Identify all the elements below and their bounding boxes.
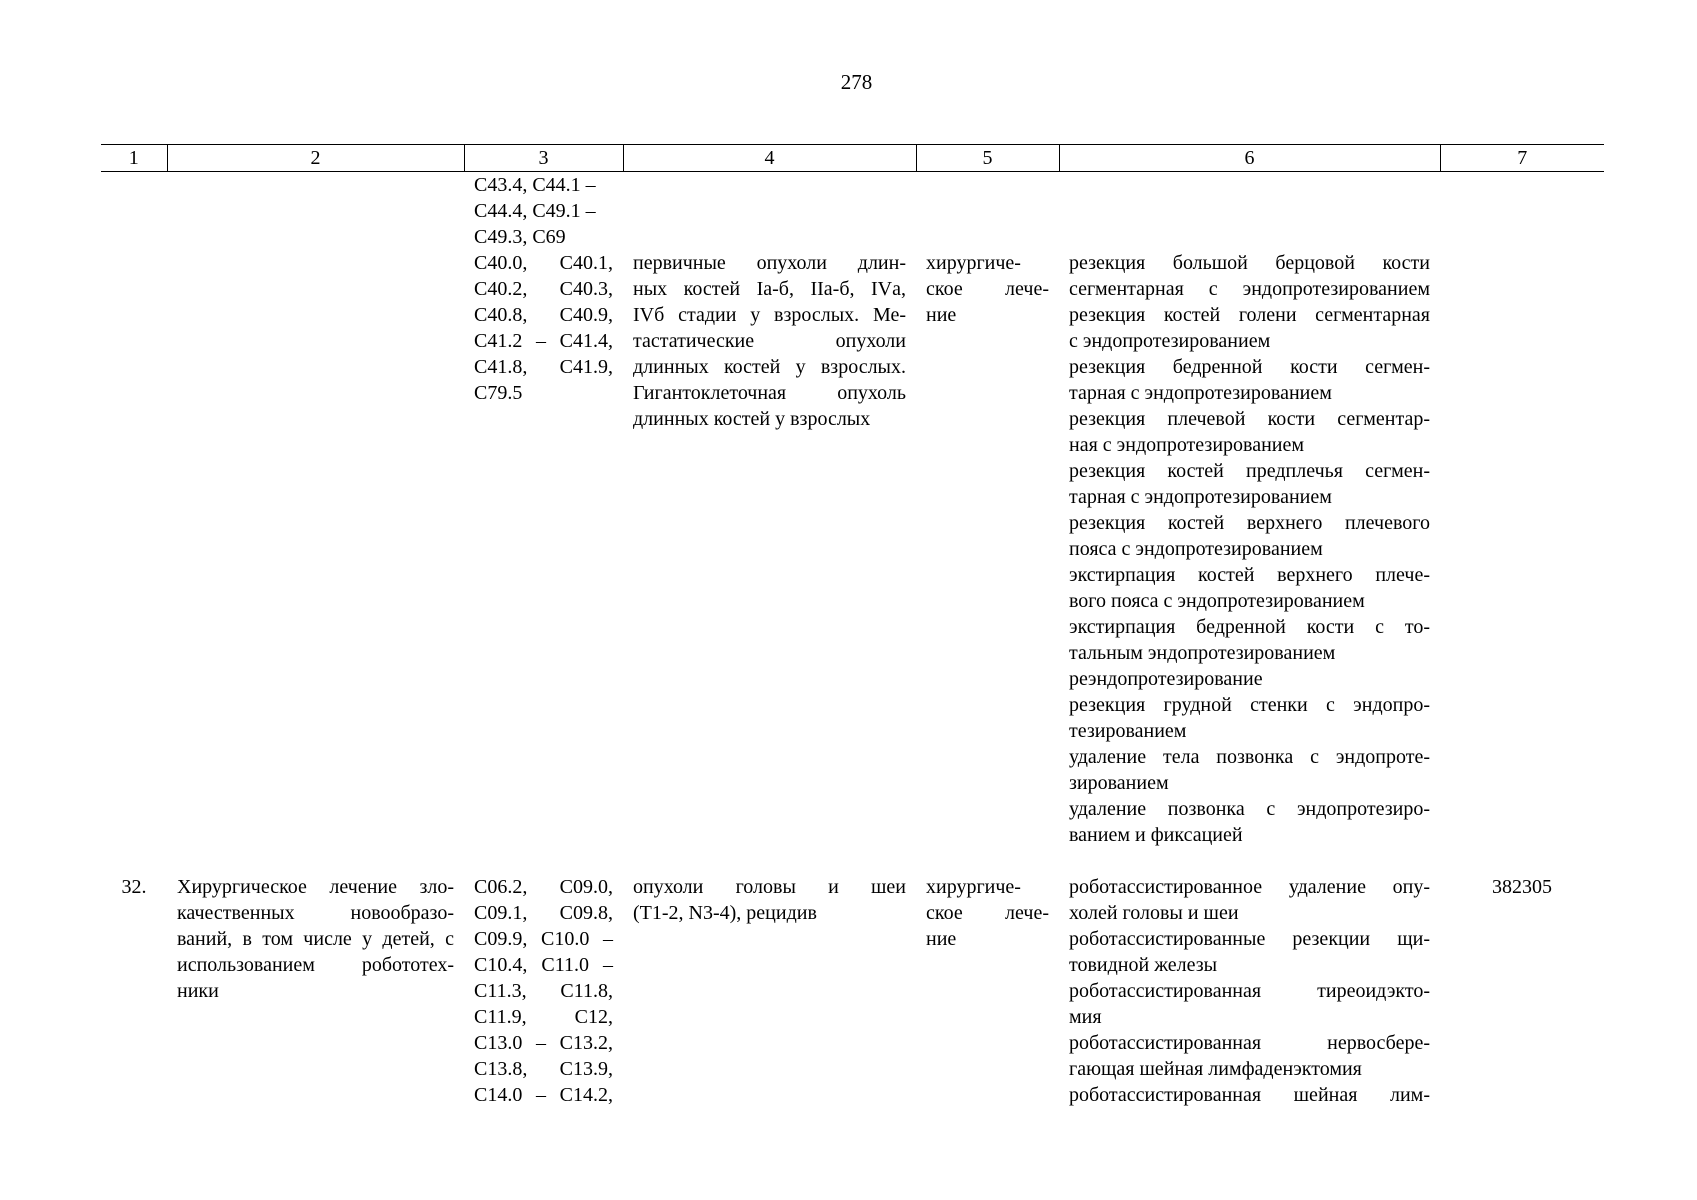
row-number-cell: 32. — [121, 876, 147, 898]
treatment-method-cell — [1059, 172, 1440, 251]
column-header-5: 5 — [916, 145, 1059, 172]
column-header-6: 6 — [1059, 145, 1440, 172]
icd-codes-cell — [464, 250, 623, 848]
column-header-1: 1 — [101, 145, 167, 172]
cell-line: товидной железы — [1069, 954, 1218, 976]
cell-line: C13.0 – C13.2, — [474, 1032, 613, 1054]
cell-line: тальным эндопротезированием — [1069, 642, 1336, 664]
cell-line: ных костей Iа-б, IIа-б, IVа, — [633, 278, 906, 300]
cost-norm-cell — [1440, 250, 1604, 848]
cell-line: роботассистированная нервосбере- — [1069, 1032, 1430, 1054]
cell-line: C40.0, C40.1, — [474, 252, 613, 274]
cost-norm-cell: 382305 — [1492, 876, 1552, 898]
cell-line: ское лече- — [926, 902, 1049, 924]
cell-line: ние — [926, 304, 957, 326]
cell-line: C40.8, C40.9, — [474, 304, 613, 326]
row-number-cell — [101, 172, 167, 251]
column-header-4: 4 — [623, 145, 916, 172]
cell-line: сегментарная с эндопротезированием — [1069, 278, 1430, 300]
cell-line: резекция большой берцовой кости — [1069, 252, 1430, 274]
cell-line: резекция плечевой кости сегментар- — [1069, 408, 1430, 430]
procedures-table — [101, 144, 1604, 1108]
table-row — [101, 250, 1604, 848]
cell-line: C43.4, C44.1 – — [474, 174, 596, 196]
cell-line: качественных новообразо- — [177, 902, 454, 924]
patient-model-cell — [623, 874, 916, 1108]
row-spacer — [101, 848, 1604, 874]
cell-line: роботассистированная шейная лим- — [1069, 1084, 1430, 1106]
cell-line: вого пояса с эндопротезированием — [1069, 590, 1365, 612]
cell-line: C13.8, C13.9, — [474, 1058, 613, 1080]
cell-line: C06.2, C09.0, — [474, 876, 613, 898]
cell-line: C09.9, C10.0 – — [474, 928, 613, 950]
cell-line: хирургиче- — [926, 876, 1021, 898]
cell-line: тастатические опухоли — [633, 330, 906, 352]
cell-line: удаление позвонка с эндопротезиро- — [1069, 798, 1430, 820]
cell-line: тарная с эндопротезированием — [1069, 486, 1332, 508]
procedure-name-cell — [167, 172, 464, 251]
cell-line: C79.5 — [474, 382, 523, 404]
cell-line: использованием робототех- — [177, 954, 454, 976]
cell-line: гающая шейная лимфаденэктомия — [1069, 1058, 1362, 1080]
treatment-type-cell — [916, 874, 1059, 1108]
cell-line: длинных костей у взрослых. — [633, 356, 906, 378]
treatment-type-cell — [916, 250, 1059, 848]
cell-line: холей головы и шеи — [1069, 902, 1239, 924]
cell-line: ная с эндопротезированием — [1069, 434, 1305, 456]
cell-line: резекция костей верхнего плечевого — [1069, 512, 1430, 534]
cell-line: экстирпация костей верхнего плече- — [1069, 564, 1430, 586]
cell-line: C11.9, C12, — [474, 1006, 613, 1028]
icd-codes-cell — [464, 874, 623, 1108]
cell-line: резекция грудной стенки с эндопро- — [1069, 694, 1430, 716]
patient-model-cell — [623, 250, 916, 848]
cell-line: роботассистированные резекции щи- — [1069, 928, 1430, 950]
patient-model-cell — [623, 172, 916, 251]
cell-line: роботассистированная тиреоидэкто- — [1069, 980, 1430, 1002]
cell-line: тезированием — [1069, 720, 1187, 742]
procedure-name-cell — [167, 874, 464, 1108]
column-number-row — [101, 145, 1604, 172]
cell-line: резекция костей голени сегментарная — [1069, 304, 1430, 326]
treatment-method-cell — [1059, 874, 1440, 1108]
cell-line: удаление тела позвонка с эндопроте- — [1069, 746, 1430, 768]
cell-line: ское лече- — [926, 278, 1049, 300]
cell-line: (T1-2, N3-4), рецидив — [633, 902, 817, 924]
cell-line: первичные опухоли длин- — [633, 252, 906, 274]
cell-line: резекция бедренной кости сегмен- — [1069, 356, 1430, 378]
cell-line: пояса с эндопротезированием — [1069, 538, 1323, 560]
cell-line: C41.2 – C41.4, — [474, 330, 613, 352]
cost-norm-cell — [1440, 172, 1604, 251]
procedure-name-cell — [167, 250, 464, 848]
cell-line: IVб стадии у взрослых. Ме- — [633, 304, 906, 326]
cell-line: ванием и фиксацией — [1069, 824, 1243, 846]
column-header-3: 3 — [464, 145, 623, 172]
row-number-cell — [101, 250, 167, 848]
treatment-type-cell — [916, 172, 1059, 251]
cell-line: тарная с эндопротезированием — [1069, 382, 1332, 404]
cell-line: реэндопротезирование — [1069, 668, 1263, 690]
page-number: 278 — [840, 70, 873, 94]
cell-line: резекция костей предплечья сегмен- — [1069, 460, 1430, 482]
cell-line: мия — [1069, 1006, 1102, 1028]
cell-line: C44.4, C49.1 – — [474, 200, 596, 222]
cell-line: C41.8, C41.9, — [474, 356, 613, 378]
cell-line: C11.3, C11.8, — [474, 980, 613, 1002]
cell-line: C40.2, C40.3, — [474, 278, 613, 300]
cell-line: C10.4, C11.0 – — [474, 954, 613, 976]
table-row — [101, 874, 1604, 1108]
cell-line: ники — [177, 980, 219, 1002]
cell-line: C14.0 – C14.2, — [474, 1084, 613, 1106]
cell-line: C49.3, C69 — [474, 226, 566, 248]
cell-line: с эндопротезированием — [1069, 330, 1271, 352]
cell-line: хирургиче- — [926, 252, 1021, 274]
cell-line: опухоли головы и шеи — [633, 876, 906, 898]
cell-line: Хирургическое лечение зло- — [177, 876, 454, 898]
treatment-method-cell — [1059, 250, 1440, 848]
cell-line: роботассистированное удаление опу- — [1069, 876, 1430, 898]
cell-line: зированием — [1069, 772, 1169, 794]
column-header-7: 7 — [1440, 145, 1604, 172]
icd-codes-cell — [464, 172, 623, 251]
cell-line: Гигантоклеточная опухоль — [633, 382, 906, 404]
cell-line: ние — [926, 928, 957, 950]
cell-line: ваний, в том числе у детей, с — [177, 928, 454, 950]
cell-line: длинных костей у взрослых — [633, 408, 871, 430]
column-header-2: 2 — [167, 145, 464, 172]
cell-line: экстирпация бедренной кости с то- — [1069, 616, 1430, 638]
table-row — [101, 172, 1604, 251]
cell-line: C09.1, C09.8, — [474, 902, 613, 924]
